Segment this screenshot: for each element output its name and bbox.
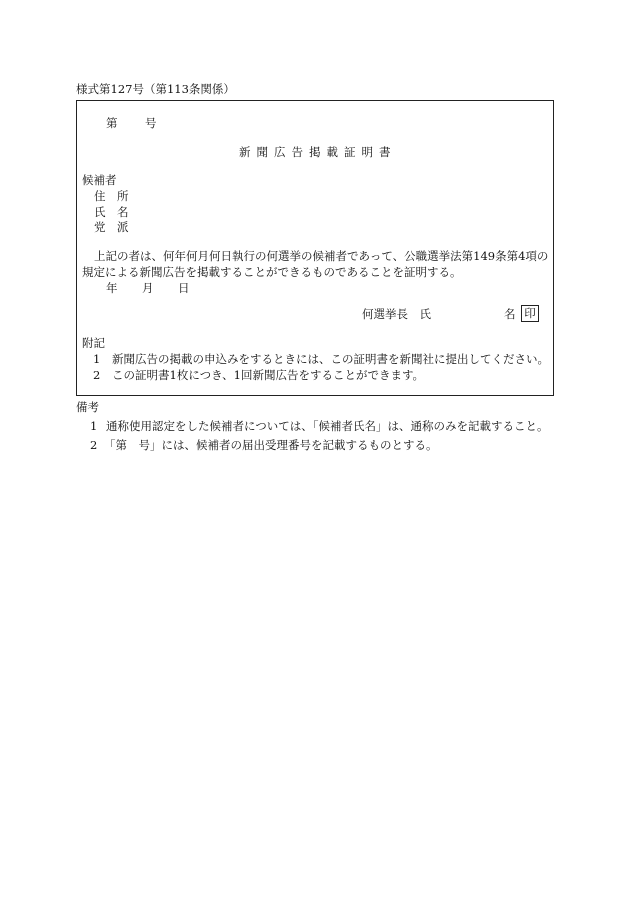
appendix-item-1-num: 1 [93,352,101,366]
name-suffix: 名 [504,307,516,321]
appendix-item-1-text: 新聞広告の掲載の申込みをするときには、この証明書を新聞社に提出してください。 [112,352,549,366]
candidate-heading: 候補者 [82,173,117,187]
note-1-num: 1 [90,419,98,433]
field-name: 氏 名 [94,205,129,219]
form-number: 様式第127号（第113条関係） [76,82,235,96]
appendix-item-2-num: 2 [93,368,101,382]
number-suffix: 号 [145,116,157,130]
number-prefix: 第 [106,116,118,130]
date-year: 年 [106,281,118,295]
appendix-item-2-text: この証明書1枚につき、1回新聞広告をすることができます。 [112,368,425,382]
date-month: 月 [142,281,154,295]
date-day: 日 [178,281,190,295]
official-title: 何選挙長 氏 [362,307,431,321]
notes-heading: 備考 [76,400,99,414]
field-party: 党 派 [94,220,129,234]
note-2-num: 2 [90,438,98,452]
body-line-2: 規定による新聞広告を掲載することができるものであることを証明する。 [82,265,462,279]
field-address: 住 所 [94,189,129,203]
appendix-heading: 附記 [82,336,105,350]
note-1-text: 通称使用認定をした候補者については、「候補者氏名」は、通称のみを記載すること。 [106,419,549,433]
note-2-text: 「第 号」には、候補者の届出受理番号を記載するものとする。 [104,438,438,452]
seal-mark: 印 [521,305,539,322]
body-line-1: 上記の者は、何年何月何日執行の何選挙の候補者であって、公職選挙法第149条第4項の [94,249,549,263]
document-title: 新聞広告掲載証明書 [239,145,397,159]
